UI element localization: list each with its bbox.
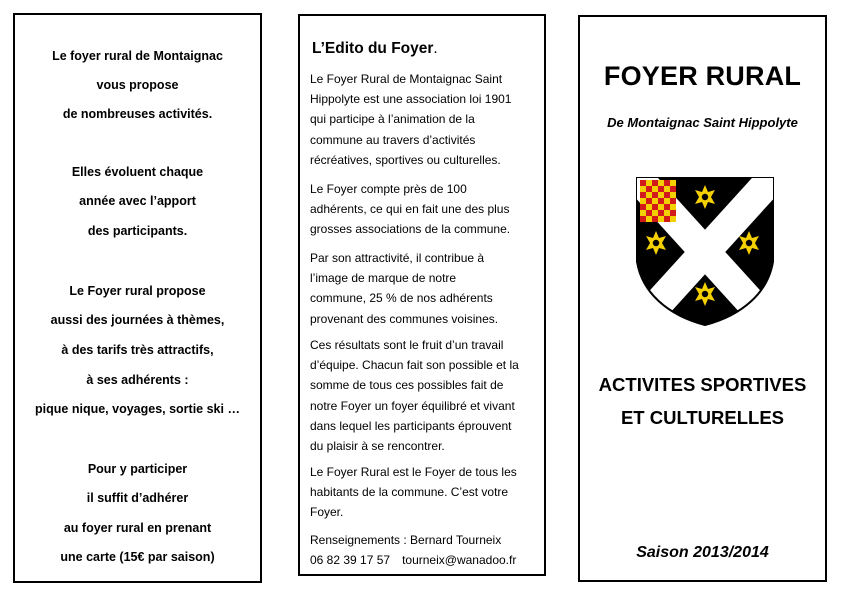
cover-panel <box>578 15 827 582</box>
edito-line: somme de tous ces possibles fait de <box>310 378 504 393</box>
cover-subtitle: De Montaignac Saint Hippolyte <box>607 115 798 130</box>
edito-line: Le Foyer compte près de 100 <box>310 182 467 196</box>
edito-line: d’équipe. Chacun fait son possible et la <box>310 358 519 373</box>
edito-line: adhérents, ce qui en fait une des plus <box>310 202 510 217</box>
contact-phone: 06 82 39 17 57 <box>310 553 391 567</box>
edito-line: commune au travers d’activités <box>310 132 476 147</box>
intro-line: à ses adhérents : <box>86 373 189 387</box>
intro-line: aussi des journées à thèmes, <box>50 313 225 327</box>
edito-line: commune, 25 % de nos adhérents <box>310 291 493 306</box>
intro-line: Pour y participer <box>87 462 188 476</box>
intro-line: pique nique, voyages, sortie ski … <box>35 402 240 416</box>
edito-paragraph <box>310 69 538 170</box>
edito-line: notre Foyer un foyer équilibré et vivant <box>310 398 515 413</box>
edito-paragraph <box>310 248 538 329</box>
intro-line: Elles évoluent chaque <box>71 165 204 179</box>
cover-title: FOYER RURAL <box>603 61 802 91</box>
season-label: Saison 2013/2014 <box>636 544 769 561</box>
edito-line: Le Foyer Rural est le Foyer de tous les <box>310 465 517 479</box>
edito-line: habitants de la commune. C’est votre <box>310 485 509 500</box>
contact-label: Renseignements : Bernard Tourneix <box>310 533 502 547</box>
edito-line: Ces résultats sont le fruit d’un travail <box>310 338 504 352</box>
activities-line-2: ET CULTURELLES <box>620 407 785 428</box>
contact-details <box>310 550 542 570</box>
activities-line-1: ACTIVITES SPORTIVES <box>598 374 807 395</box>
edito-line: provenant des communes voisines. <box>310 311 499 326</box>
edito-line: grosses associations de la commune. <box>310 222 511 237</box>
intro-line: des participants. <box>87 224 188 238</box>
intro-line: Le foyer rural de Montaignac <box>52 49 223 63</box>
contact-block <box>310 530 542 570</box>
intro-line: vous propose <box>96 78 179 92</box>
edito-panel <box>298 14 546 576</box>
edito-title-text: L’Edito du Foyer <box>312 40 434 57</box>
edito-line: Le Foyer Rural de Montaignac Saint <box>310 72 503 86</box>
edito-line: du plaisir à se rencontrer. <box>310 439 445 454</box>
edito-title-dot: . <box>433 40 438 57</box>
intro-line: il suffit d’adhérer <box>86 491 189 505</box>
intro-line: Le Foyer rural propose <box>69 284 206 298</box>
intro-line: de nombreuses activités. <box>62 107 213 121</box>
edito-paragraph <box>310 335 538 456</box>
edito-line: dans lequel les participants éprouvent <box>310 418 512 433</box>
intro-line: une carte (15€ par saison) <box>60 550 215 564</box>
edito-line: Hippolyte est une association loi 1901 <box>310 92 512 107</box>
edito-line: récréatives, sportives ou culturelles. <box>310 152 501 167</box>
intro-line: année avec l’apport <box>79 194 196 208</box>
intro-line: à des tarifs très attractifs, <box>61 343 214 357</box>
edito-line: l’image de marque de notre <box>310 271 457 286</box>
contact-email: tourneix@wanadoo.fr <box>402 553 517 567</box>
edito-title <box>312 40 438 58</box>
edito-paragraph <box>310 462 538 523</box>
coat-of-arms-icon <box>636 177 774 327</box>
left-panel <box>13 13 262 583</box>
edito-line: qui participe à l’animation de la <box>310 112 475 127</box>
edito-line: Par son attractivité, il contribue à <box>310 251 485 265</box>
intro-line: au foyer rural en prenant <box>63 521 212 535</box>
edito-paragraph <box>310 179 538 240</box>
edito-line: Foyer. <box>310 505 344 520</box>
